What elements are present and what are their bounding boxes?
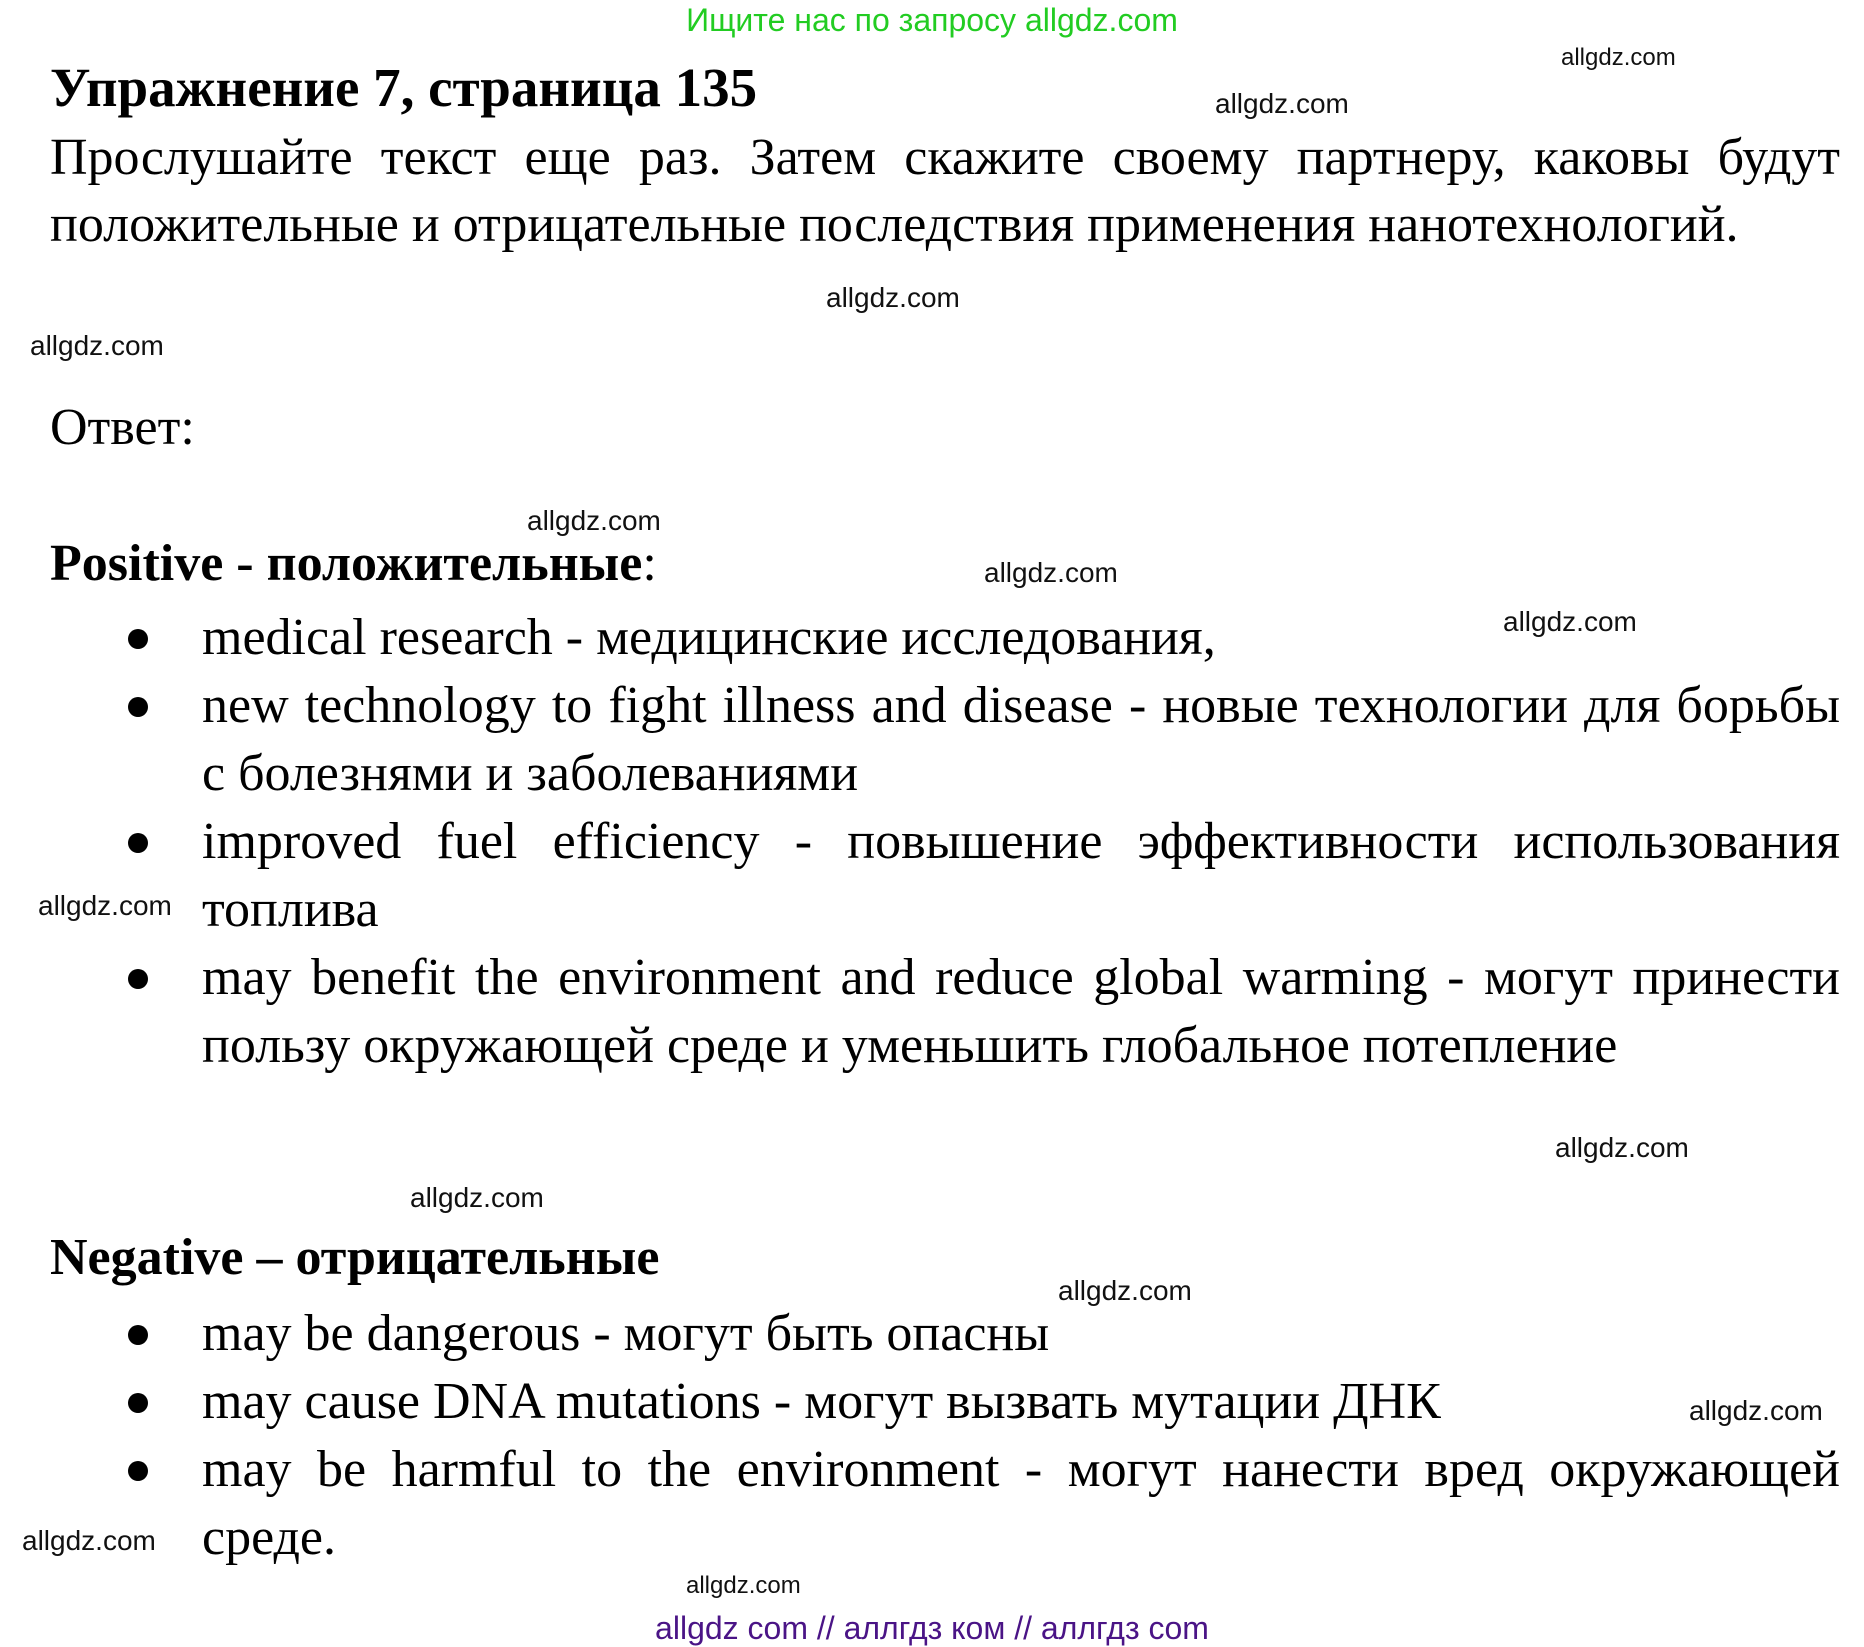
footer-links: allgdz com // аллгдз ком // аллгдз com <box>655 1610 1209 1646</box>
positive-heading-colon: : <box>642 535 657 592</box>
list-item-text: may benefit the environment and reduce global warming - могут принести пользу окружающей среде и уменьшить глобальное потепление <box>202 949 1840 1074</box>
list-item-text: may be dangerous - могут быть опасны <box>202 1305 1050 1362</box>
watermark: allgdz.com <box>22 1525 156 1556</box>
list-item-text: new technology to fight illness and disease - новые технологии для борьбы с болезнями и заболеваниями <box>202 677 1840 802</box>
list-item <box>0 1300 1840 1368</box>
watermark: allgdz.com <box>984 557 1118 588</box>
list-item <box>0 944 1840 1080</box>
watermark: allgdz.com <box>527 505 661 536</box>
watermark: allgdz.com <box>410 1182 544 1213</box>
bullet-icon <box>128 1461 148 1481</box>
list-item-text: may cause DNA mutations - могут вызвать мутации ДНК <box>202 1373 1441 1430</box>
watermark: allgdz.com <box>1689 1395 1823 1426</box>
positive-heading-text: Positive - положительные <box>50 535 643 592</box>
bullet-icon <box>128 1325 148 1345</box>
watermark: allgdz.com <box>38 890 172 921</box>
watermark: allgdz.com <box>826 282 960 313</box>
watermark: allgdz.com <box>1561 44 1676 71</box>
list-item <box>0 1436 1840 1572</box>
list-item <box>0 1368 1840 1436</box>
page-title: Упражнение 7, страница 135 <box>50 57 758 118</box>
watermark: allgdz.com <box>686 1572 801 1599</box>
list-item <box>0 808 1840 944</box>
watermark: allgdz.com <box>30 330 164 361</box>
watermark: allgdz.com <box>1058 1275 1192 1306</box>
watermark: allgdz.com <box>1215 88 1349 119</box>
list-item-text: medical research - медицинские исследования, <box>202 609 1216 666</box>
negative-heading: Negative – отрицательные <box>50 1229 660 1286</box>
positive-heading <box>50 534 657 593</box>
list-item-text: may be harmful to the environment - могут нанести вред окружающей среде. <box>202 1441 1840 1566</box>
bullet-icon <box>128 833 148 853</box>
bullet-icon <box>128 969 148 989</box>
negative-list <box>0 1300 1840 1572</box>
list-item <box>0 672 1840 808</box>
bullet-icon <box>128 697 148 717</box>
list-item <box>0 604 1840 672</box>
list-item-text: improved fuel efficiency - повышение эффективности использования топлива <box>202 813 1840 938</box>
search-banner: Ищите нас по запросу allgdz.com <box>686 2 1178 38</box>
positive-list <box>0 604 1840 1080</box>
answer-label: Ответ: <box>50 399 195 456</box>
exercise-instruction: Прослушайте текст еще раз. Затем скажите своему партнеру, каковы будут положительные и отрицательные последствия применения нанотехнологий. <box>50 129 1840 253</box>
watermark: allgdz.com <box>1555 1132 1689 1163</box>
bullet-icon <box>128 1393 148 1413</box>
bullet-icon <box>128 629 148 649</box>
watermark: allgdz.com <box>1503 606 1637 637</box>
